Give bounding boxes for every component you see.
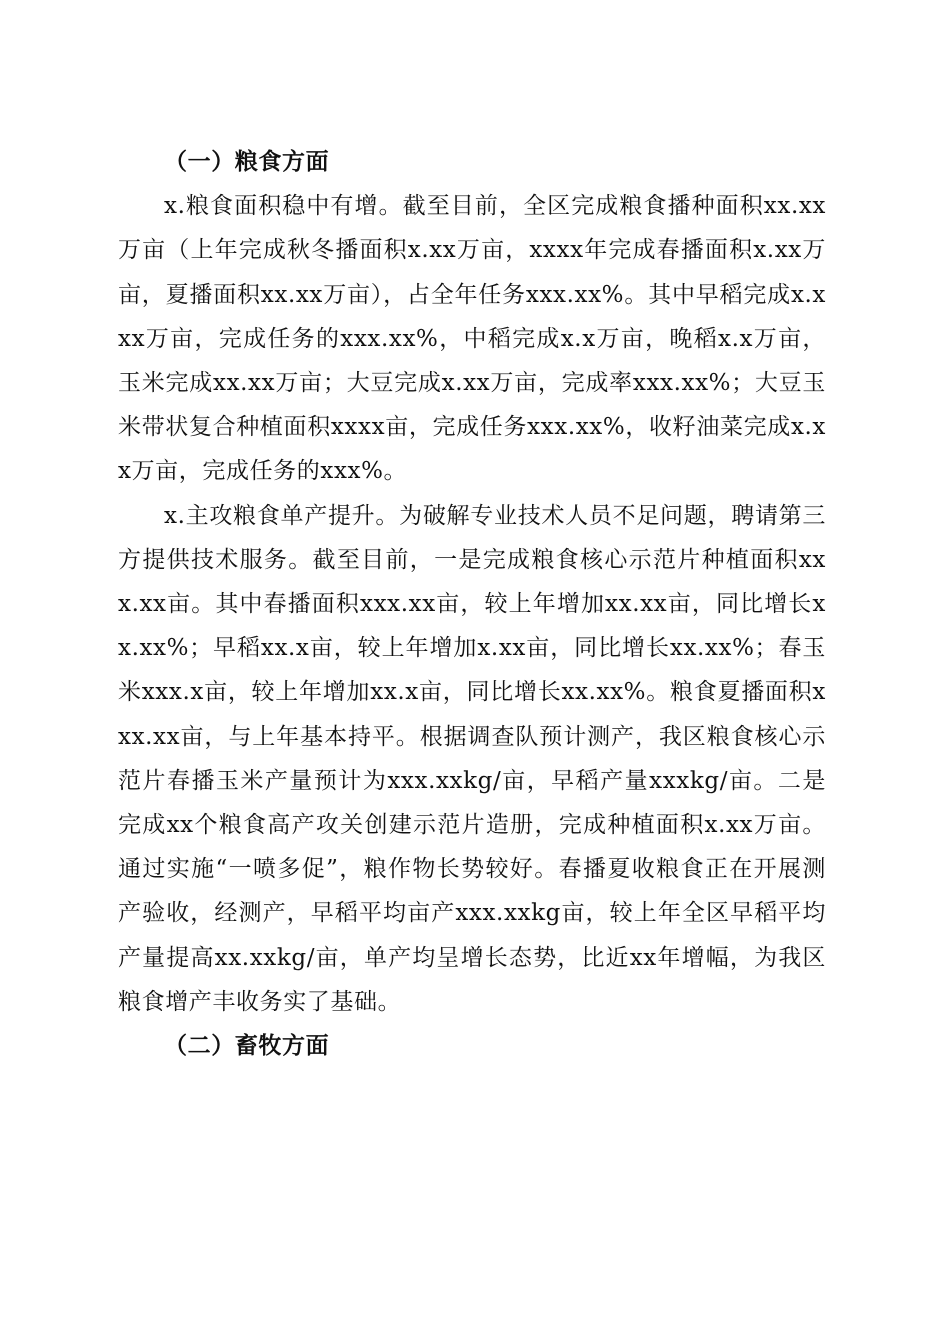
paragraph-grain-yield: x.主攻粮食单产提升。为破解专业技术人员不足问题，聘请第三方提供技术服务。截至目前，一是完成粮食核心示范片种植面积xxx.xx亩。其中春播面积xxx.xx亩，较上年增加xx.xx亩，同比增长xx.xx%；早稻xx.x亩，较上年增加x.xx亩，同比增长xx.xx%；春玉米xxx.x亩，较上年增加xx.x亩，同比增长xx.xx%。粮食夏播面积xxx.xx亩，与上年基本持平。根据调查队预计测产，我区粮食核心示范片春播玉米产量预计为xxx.xxkg/亩，早稻产量xxxkg/亩。二是完成xx个粮食高产攻关创建示范片造册，完成种植面积x.xx万亩。通过实施“一喷多促”，粮作物长势较好。春播夏收粮食正在开展测产验收，经测产，早稻平均亩产xxx.xxkg亩，较上年全区早稻平均产量提高xx.xxkg/亩，单产均呈增长态势，比近xx年增幅，为我区粮食增产丰收务实了基础。 xyxy=(118,502,826,1015)
document-body xyxy=(118,140,826,1068)
paragraph-grain-area: x.粮食面积稳中有增。截至目前，全区完成粮食播种面积xx.xx万亩（上年完成秋冬播面积x.xx万亩，xxxx年完成春播面积x.xx万亩，夏播面积xx.xx万亩），占全年任务xxx.xx%。其中早稻完成x.xxx万亩，完成任务的xxx.xx%，中稻完成x.x万亩，晚稻x.x万亩，玉米完成xx.xx万亩；大豆完成x.xx万亩，完成率xxx.xx%；大豆玉米带状复合种植面积xxxx亩，完成任务xxx.xx%，收籽油菜完成x.xx万亩，完成任务的xxx%。 xyxy=(118,193,826,485)
section-heading-grain: （一）粮食方面 xyxy=(164,148,330,175)
section-heading-livestock: （二）畜牧方面 xyxy=(164,1032,330,1060)
